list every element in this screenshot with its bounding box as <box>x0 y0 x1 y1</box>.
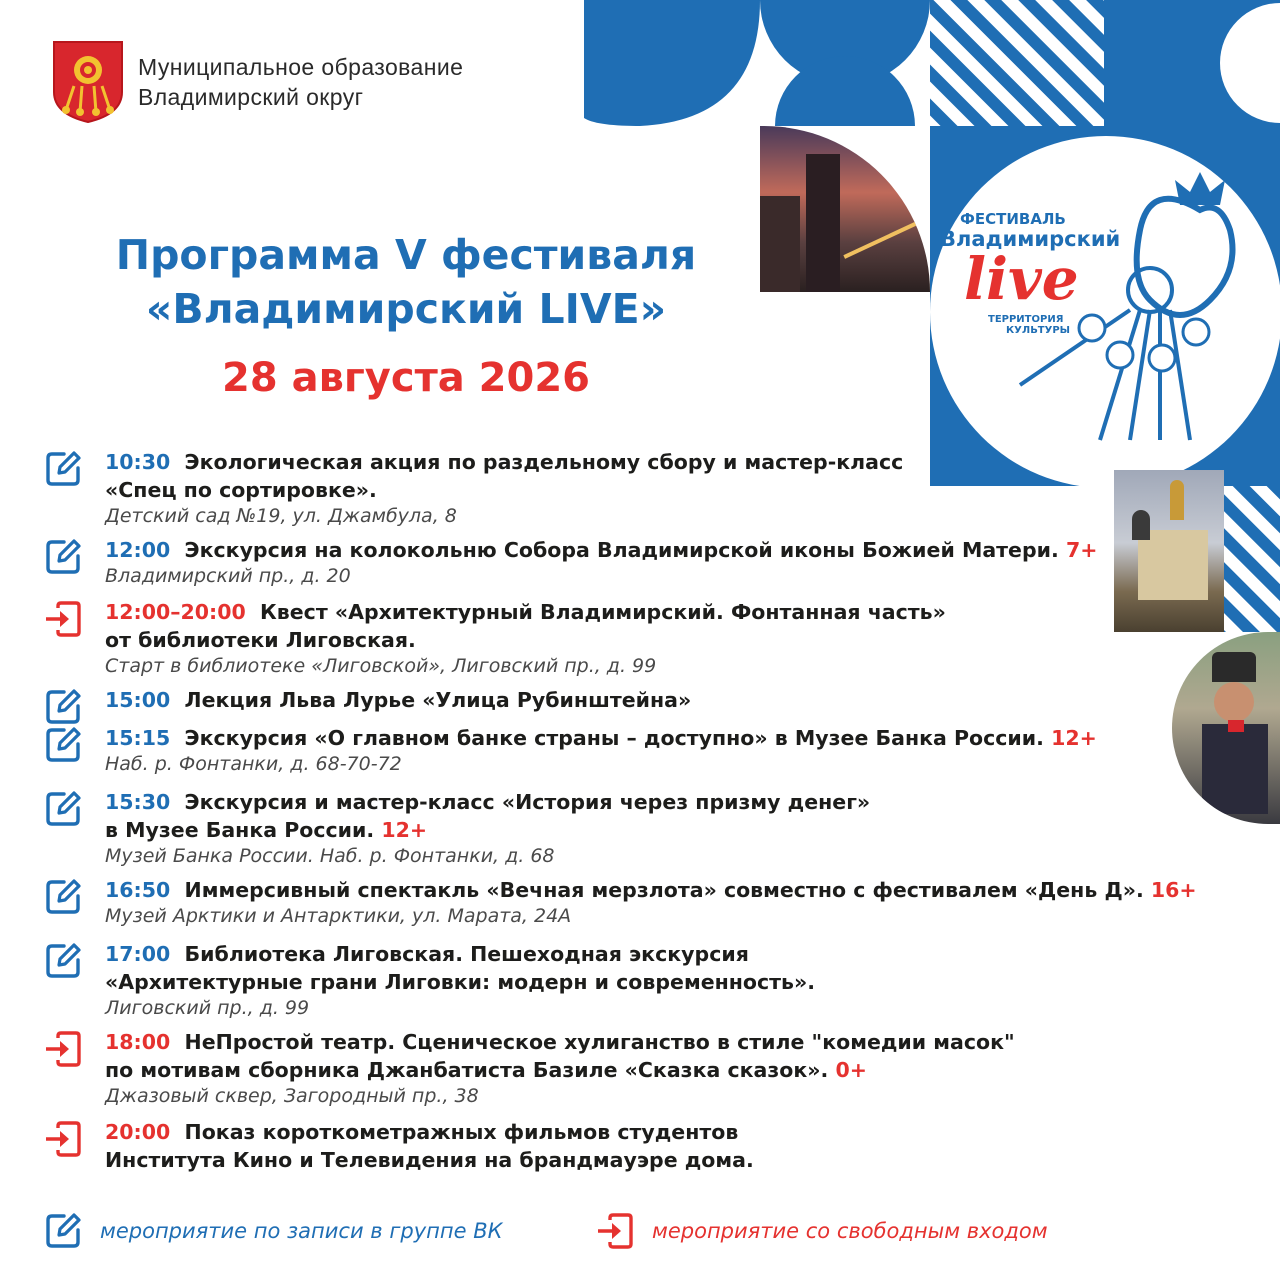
event-address: Лиговский пр., д. 99 <box>105 997 310 1019</box>
event-time: 12:00 <box>105 538 171 562</box>
event-address: Детский сад №19, ул. Джамбула, 8 <box>105 505 457 527</box>
event-item <box>44 686 1154 714</box>
page-title <box>0 228 812 336</box>
event-time: 16:50 <box>105 878 171 902</box>
legend-free <box>596 1212 1048 1250</box>
logo-tag1: ТЕРРИТОРИЯ <box>988 314 1064 325</box>
event-time: 12:00–20:00 <box>105 600 246 624</box>
event-time: 15:30 <box>105 790 171 814</box>
event-title-line <box>105 876 1197 904</box>
event-title-line <box>105 968 1154 996</box>
event-item <box>44 1028 1154 1109</box>
event-title-text: по мотивам сборника Джанбатиста Базиле «Сказка сказок». <box>105 1058 829 1082</box>
event-date: 28 августа 2026 <box>221 355 590 401</box>
event-title-text: Библиотека Лиговская. Пешеходная экскурсия <box>184 942 749 966</box>
event-title-text: Экскурсия на колокольню Собора Владимирской иконы Божией Матери. <box>184 538 1059 562</box>
event-title-line <box>105 788 1154 816</box>
age-rating: 12+ <box>1051 726 1097 750</box>
event-item <box>44 724 1154 777</box>
event-time: 20:00 <box>105 1120 171 1144</box>
event-time: 17:00 <box>105 942 171 966</box>
event-title-text: НеПростой театр. Сценическое хулиганство в стиле "комедии масок" <box>184 1030 1015 1054</box>
age-rating: 16+ <box>1150 878 1197 902</box>
event-address: Музей Арктики и Антарктики, ул. Марата, 24А <box>105 905 572 927</box>
event-title-line <box>105 536 1154 564</box>
event-title-line <box>105 816 1154 844</box>
header <box>52 40 463 124</box>
title-line2: «Владимирский LIVE» <box>145 285 667 333</box>
event-title-text: Показ короткометражных фильмов студентов <box>184 1120 739 1144</box>
event-address: Музей Банка России. Наб. р. Фонтанки, д. 68 <box>105 845 555 867</box>
edit-icon <box>44 538 82 576</box>
event-address: Старт в библиотеке «Лиговской», Лиговский пр., д. 99 <box>105 655 657 677</box>
logo-tag2: КУЛЬТУРЫ <box>1006 325 1071 336</box>
event-item <box>44 788 1154 869</box>
event-title-line <box>105 1028 1154 1056</box>
logo-name: Владимирский <box>940 227 1121 251</box>
event-item <box>44 448 1154 529</box>
event-time: 15:00 <box>105 688 171 712</box>
event-title-line <box>105 724 1154 752</box>
event-title-line <box>105 1146 1154 1174</box>
event-item <box>44 598 1154 679</box>
event-title-line <box>105 448 1154 476</box>
event-time: 15:15 <box>105 726 171 750</box>
event-title-line <box>105 1118 1154 1146</box>
enter-icon <box>44 1120 82 1158</box>
logo-festival: ФЕСТИВАЛЬ <box>960 210 1066 228</box>
event-title-line <box>105 598 1154 626</box>
event-title-line <box>105 686 1154 714</box>
event-address: Наб. р. Фонтанки, д. 68-70-72 <box>105 753 402 775</box>
title-line1: Программа V фестиваля <box>115 231 697 279</box>
event-time: 10:30 <box>105 450 171 474</box>
edit-icon <box>44 942 82 980</box>
event-time: 18:00 <box>105 1030 171 1054</box>
edit-icon <box>44 878 82 916</box>
edit-icon <box>44 450 82 488</box>
legend-register-label: мероприятие по записи в группе ВК <box>100 1219 503 1243</box>
event-title-text: Квест «Архитектурный Владимирский. Фонтанная часть» <box>260 600 946 624</box>
event-item <box>44 940 1154 1021</box>
event-title-text: Экскурсия и мастер-класс «История через призму денег» <box>184 790 871 814</box>
event-title-text: Экскурсия «О главном банке страны – доступно» в Музее Банка России. <box>184 726 1044 750</box>
legend-register <box>44 1212 503 1250</box>
age-rating: 12+ <box>381 818 428 842</box>
event-title-text: Института Кино и Телевидения на брандмауэре дома. <box>105 1148 754 1172</box>
festival-logo <box>938 210 1138 336</box>
event-title-text: «Архитектурные грани Лиговки: модерн и современность». <box>105 970 816 994</box>
edit-icon <box>44 790 82 828</box>
age-rating: 7+ <box>1065 538 1098 562</box>
event-title-text: Лекция Льва Лурье «Улица Рубинштейна» <box>184 688 692 712</box>
org-name <box>138 52 463 112</box>
event-title-text: «Спец по сортировке». <box>105 478 377 502</box>
coat-of-arms-icon <box>52 40 124 124</box>
event-title-line <box>105 626 1154 654</box>
event-item <box>44 1118 1154 1174</box>
event-address: Джазовый сквер, Загородный пр., 38 <box>105 1085 479 1107</box>
org-line2: Владимирский округ <box>138 84 364 110</box>
edit-icon <box>44 726 82 764</box>
event-title-text: в Музее Банка России. <box>105 818 375 842</box>
puppet-photo <box>1172 632 1280 824</box>
event-title-text: Экологическая акция по раздельному сбору и мастер-класс <box>184 450 904 474</box>
event-address: Владимирский пр., д. 20 <box>105 565 351 587</box>
event-title-text: Иммерсивный спектакль «Вечная мерзлота» совместно с фестивалем «День Д». <box>184 878 1144 902</box>
event-item <box>44 536 1154 589</box>
enter-icon <box>596 1212 634 1250</box>
edit-icon <box>44 688 82 726</box>
edit-icon <box>44 1212 82 1250</box>
legend-free-label: мероприятие со свободным входом <box>652 1219 1048 1243</box>
event-title-line <box>105 1056 1154 1084</box>
event-item <box>44 876 1197 929</box>
logo-live: live <box>964 245 1079 313</box>
enter-icon <box>44 600 82 638</box>
event-title-text: от библиотеки Лиговская. <box>105 628 416 652</box>
event-title-line <box>105 940 1154 968</box>
event-title-line <box>105 476 1154 504</box>
org-line1: Муниципальное образование <box>138 54 464 80</box>
age-rating: 0+ <box>835 1058 867 1082</box>
enter-icon <box>44 1030 82 1068</box>
